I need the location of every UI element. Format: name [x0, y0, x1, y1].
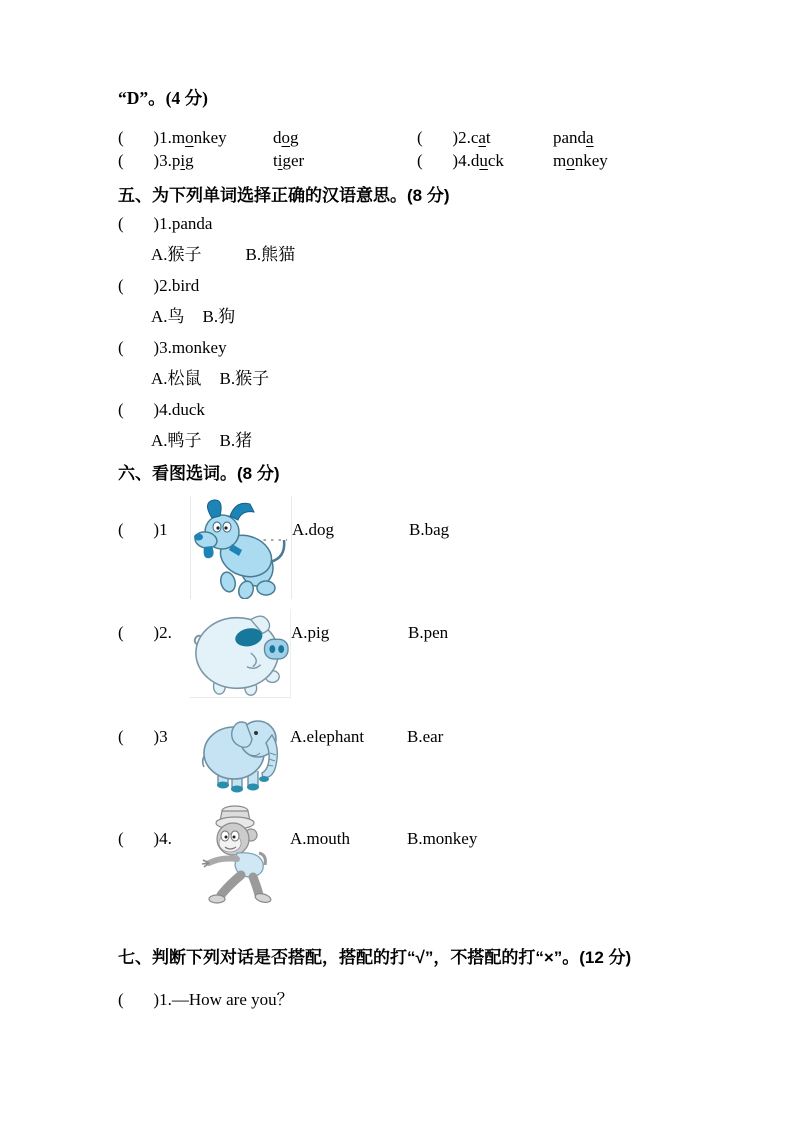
option-b: B.狗 — [202, 307, 236, 326]
option-b: B.熊猫 — [245, 245, 296, 264]
matching-word-panda: panda — [553, 128, 594, 147]
matching-item-1: ( )1.monkey — [118, 128, 227, 147]
option-a: A.鸟 — [151, 307, 185, 326]
option-a: A.鸭子 — [151, 431, 202, 450]
section6-row-1 — [118, 496, 758, 599]
section5-question-3: ( )3.monkey — [118, 338, 227, 357]
section5-question-4: ( )4.duck — [118, 400, 205, 419]
matching-item-2: ( )2.cat — [417, 128, 491, 147]
section6-option-b-4: B.monkey — [407, 829, 478, 848]
section6-label-3: ( )3 — [118, 727, 168, 746]
section6-option-b-1: B.bag — [409, 520, 450, 539]
option-a: A.松鼠 — [151, 369, 202, 388]
monkey-cartoon-image — [190, 801, 290, 906]
section5-title: 五、为下列单词选择正确的汉语意思。(8 分) — [118, 186, 450, 205]
page-content — [118, 88, 758, 1011]
dog-cartoon-image — [190, 496, 292, 599]
section6-option-a-3: A.elephant — [290, 727, 365, 746]
option-b: B.猴子 — [219, 369, 270, 388]
section6-option-b-2: B.pen — [408, 623, 449, 642]
section6-picture-choice — [118, 462, 758, 906]
section5-options-1 — [118, 239, 758, 270]
section6-row-2 — [118, 609, 758, 698]
section4-tail-line: “D”。(4 分) — [118, 88, 208, 108]
answer-bracket: ( ) — [118, 128, 160, 147]
section6-row-3 — [118, 709, 758, 794]
section6-option-b-3: B.ear — [407, 727, 444, 746]
section5-question-1: ( )1.panda — [118, 214, 213, 233]
matching-row-1 — [118, 126, 758, 149]
section6-label-1: ( )1 — [118, 520, 168, 539]
section5-options-2 — [118, 301, 758, 332]
section6-row-4 — [118, 801, 758, 906]
matching-row-2 — [118, 149, 758, 172]
option-b: B.猪 — [219, 431, 253, 450]
pig-cartoon-image — [190, 609, 291, 698]
section6-option-a-2: A.pig — [291, 623, 330, 642]
section6-option-a-4: A.mouth — [290, 829, 350, 848]
matching-item-4: ( )4.duck — [417, 151, 504, 170]
answer-bracket: ( ) — [118, 151, 160, 170]
matching-word-monkey: monkey — [553, 151, 608, 170]
section5-options-3 — [118, 363, 758, 394]
elephant-cartoon-image — [190, 709, 290, 794]
section6-label-4: ( )4. — [118, 829, 172, 848]
section7-title: 七、判断下列对话是否搭配，搭配的打“√”，不搭配的打“×”。(12 分) — [118, 948, 632, 967]
section5-question-2: ( )2.bird — [118, 276, 200, 295]
section7-question-1: ( )1.—How are you？ — [118, 990, 294, 1009]
matching-word-dog: dog — [273, 128, 299, 147]
option-a: A.猴子 — [151, 245, 202, 264]
section5-options-4 — [118, 425, 758, 456]
section6-label-2: ( )2. — [118, 623, 172, 642]
answer-bracket: ( ) — [417, 128, 459, 147]
matching-item-3: ( )3.pig — [118, 151, 194, 170]
section6-option-a-1: A.dog — [292, 520, 335, 539]
section4-matching-block — [118, 126, 758, 172]
section5-word-meaning — [118, 184, 758, 456]
section6-title: 六、看图选词。(8 分) — [118, 464, 280, 483]
matching-word-tiger: tiger — [273, 151, 305, 170]
section7-dialogue-judge — [118, 946, 758, 1011]
answer-bracket: ( ) — [417, 151, 459, 170]
